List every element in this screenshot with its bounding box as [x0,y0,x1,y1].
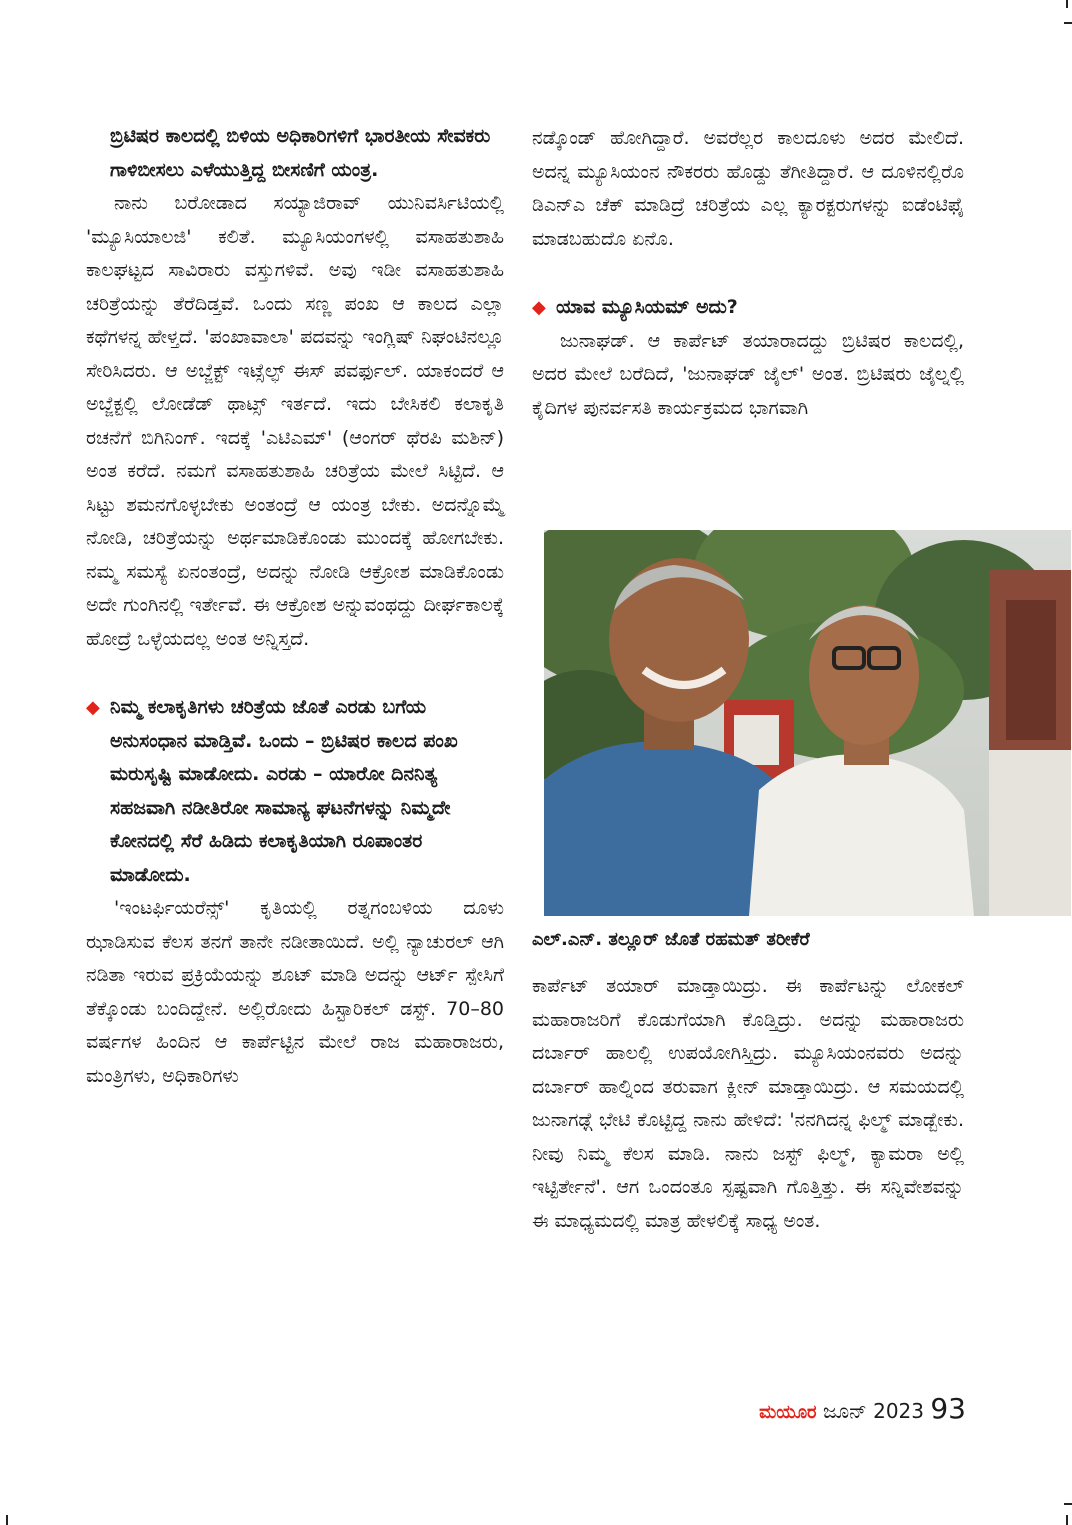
crop-mark [1064,1503,1072,1505]
left-column [86,120,504,1093]
photo-caption: ಎಲ್.ಎನ್. ತಲ್ಲೂರ್ ಜೊತೆ ರಹಮತ್ ತರೀಕೆರೆ [532,929,810,950]
interview-question [532,291,964,325]
photo-illustration [544,530,1071,916]
right-column-top [532,122,964,425]
body-paragraph: ಕಾರ್ಪೆಟ್ ತಯಾರ್ ಮಾಡ್ತಾಯಿದ್ರು. ಈ ಕಾರ್ಪೆಟನ್ನು ಲೋಕಲ್ ಮಹಾರಾಜರಿಗೆ ಕೊಡುಗೆಯಾಗಿ ಕೊಡ್ತಿದ್ರು. ಅದನ್ನು ಮಹಾರಾಜರು ದರ್ಬಾರ್ ಹಾಲಲ್ಲಿ ಉಪಯೋಗಿಸ್ತಿದ್ರು. ಮ್ಯೂಸಿಯಂನವರು ಅದನ್ನು ದರ್ಬಾರ್ ಹಾಲ್ನಿಂದ ತರುವಾಗ ಕ್ಲೀನ್ ಮಾಡ್ತಾಯಿದ್ರು. ಆ ಸಮಯದಲ್ಲಿ ಜುನಾಗಢ್ಗೆ ಭೇಟಿ ಕೊಟ್ಟಿದ್ದ ನಾನು ಹೇಳಿದೆ: 'ನನಗಿದನ್ನ ಫಿಲ್ಮ್ ಮಾಡ್ಬೇಕು. ನೀವು ನಿಮ್ಮ ಕೆಲಸ ಮಾಡಿ. ನಾನು ಜಸ್ಟ್ ಫಿಲ್ಮ್, ಕ್ಯಾಮರಾ ಅಲ್ಲಿ ಇಟ್ಟಿರ್ತೇನೆ'. ಆಗ ಒಂದಂತೂ ಸ್ಪಷ್ಟವಾಗಿ ಗೊತ್ತಿತ್ತು. ಈ ಸನ್ನಿವೇಶವನ್ನು ಈ ಮಾಧ್ಯಮದಲ್ಲಿ ಮಾತ್ರ ಹೇಳಲಿಕ್ಕೆ ಸಾಧ್ಯ ಅಂತ. [532,975,964,1232]
photo-portrait [544,530,1071,916]
body-paragraph: ನಡ್ಕೊಂಡ್ ಹೋಗಿದ್ದಾರೆ. ಅವರೆಲ್ಲರ ಕಾಲದೂಳು ಅದರ ಮೇಲಿದೆ. ಅದನ್ನ ಮ್ಯೂಸಿಯಂನ ನೌಕರರು ಹೊಡ್ದು ತೆಗೀತಿದ್ದಾರೆ. ಆ ದೂಳಿನಲ್ಲಿರೊ ಡಿಎನ್ಎ ಚೆಕ್ ಮಾಡಿದ್ರೆ ಚರಿತ್ರೆಯ ಎಲ್ಲ ಕ್ಯಾರಕ್ಟರುಗಳನ್ನು ಐಡೆಂಟಿಫೈ ಮಾಡಬಹುದೊ ಏನೊ. [532,127,964,250]
crop-mark [6,1515,8,1525]
question-text: ನಿಮ್ಮ ಕಲಾಕೃತಿಗಳು ಚರಿತ್ರೆಯ ಜೊತೆ ಎರಡು ಬಗೆಯ ಅನುಸಂಧಾನ ಮಾಡ್ತಿವೆ. ಒಂದು – ಬ್ರಿಟಿಷರ ಕಾಲದ ಪಂಖ ಮರುಸೃಷ್ಟಿ ಮಾಡೋದು. ಎರಡು – ಯಾರೋ ದಿನನಿತ್ಯ ಸಹಜವಾಗಿ ನಡೀತಿರೋ ಸಾಮಾನ್ಯ ಘಟನೆಗಳನ್ನು ನಿಮ್ಮದೇ ಕೋನದಲ್ಲಿ ಸೆರೆ ಹಿಡಿದು ಕಲಾಕೃತಿಯಾಗಿ ರೂಪಾಂತರ ಮಾಡೋದು. [110,696,458,886]
interview-question [86,691,504,892]
magazine-logo: ಮಯೂರ [759,1402,817,1423]
diamond-bullet-icon: ◆ [86,697,100,718]
crop-mark [1066,1515,1068,1525]
issue-date: ಜೂನ್ 2023 [822,1399,924,1423]
body-paragraph: ನಾನು ಬರೋಡಾದ ಸಯ್ಯಾಜಿರಾವ್ ಯುನಿವರ್ಸಿಟಿಯಲ್ಲಿ 'ಮ್ಯೂಸಿಯಾಲಜಿ' ಕಲಿತೆ. ಮ್ಯೂಸಿಯಂಗಳಲ್ಲಿ ವಸಾಹತುಶಾಹಿ ಕಾಲಘಟ್ಟದ ಸಾವಿರಾರು ವಸ್ತುಗಳಿವೆ. ಅವು ಇಡೀ ವಸಾಹತುಶಾಹಿ ಚರಿತ್ರೆಯನ್ನು ತೆರೆದಿಡ್ತವೆ. ಒಂದು ಸಣ್ಣ ಪಂಖ ಆ ಕಾಲದ ಎಲ್ಲಾ ಕಥೆಗಳನ್ನ ಹೇಳ್ತದೆ. 'ಪಂಖಾವಾಲಾ' ಪದವನ್ನು ಇಂಗ್ಲಿಷ್ ನಿಘಂಟಿನಲ್ಲೂ ಸೇರಿಸಿದರು. ಆ ಅಬ್ಜೆಕ್ಟ್ ಇಟ್ಸೆಲ್ಫ್ ಈಸ್ ಪವರ್ಫುಲ್. ಯಾಕಂದರೆ ಆ ಅಬ್ಜೆಕ್ಟಲ್ಲಿ ಲೋಡೆಡ್ ಥಾಟ್ಸ್ ಇರ್ತದೆ. ಇದು ಬೇಸಿಕಲಿ ಕಲಾಕೃತಿ ರಚನೆಗೆ ಬಿಗಿನಿಂಗ್. ಇದಕ್ಕೆ 'ಎಟಿಎಮ್' (ಆಂಗರ್ ಥೆರಪಿ ಮಶಿನ್) ಅಂತ ಕರೆದೆ. ನಮಗೆ ವಸಾಹತುಶಾಹಿ ಚರಿತ್ರೆಯ ಮೇಲೆ ಸಿಟ್ಟಿದೆ. ಆ ಸಿಟ್ಟು ಶಮನಗೊಳ್ಳಬೇಕು ಅಂತಂದ್ರೆ ಆ ಯಂತ್ರ ಬೇಕು. ಅದನ್ನೊಮ್ಮೆ ನೋಡಿ, ಚರಿತ್ರೆಯನ್ನು ಅರ್ಥಮಾಡಿಕೊಂಡು ಮುಂದಕ್ಕೆ ಹೋಗಬೇಕು. ನಮ್ಮ ಸಮಸ್ಯೆ ಏನಂತಂದ್ರೆ, ಅದನ್ನು ನೋಡಿ ಆಕ್ರೋಶ ಮಾಡಿಕೊಂಡು ಅದೇ ಗುಂಗಿನಲ್ಲಿ ಇರ್ತೇವೆ. ಈ ಆಕ್ರೋಶ ಅನ್ನುವಂಥದ್ದು ದೀರ್ಘಕಾಲಕ್ಕೆ ಹೋದ್ರೆ ಒಳ್ಳೆಯದಲ್ಲ ಅಂತ ಅನ್ನಿಸ್ತದೆ. [86,192,504,650]
page-footer [740,1392,966,1430]
pull-quote: ಬ್ರಿಟಿಷರ ಕಾಲದಲ್ಲಿ ಬಿಳಿಯ ಅಧಿಕಾರಿಗಳಿಗೆ ಭಾರತೀಯ ಸೇವಕರು ಗಾಳಿಬೀಸಲು ಎಳೆಯುತ್ತಿದ್ದ ಬೀಸಣಿಗೆ ಯಂತ್ರ. [110,125,491,181]
body-paragraph: 'ಇಂಟರ್ಫಿಯರೆನ್ಸ್' ಕೃತಿಯಲ್ಲಿ ರತ್ನಗಂಬಳಿಯ ದೂಳು ಝಾಡಿಸುವ ಕೆಲಸ ತನಗೆ ತಾನೇ ನಡೀತಾಯಿದೆ. ಅಲ್ಲಿ ನ್ಯಾಚುರಲ್ ಆಗಿ ನಡಿತಾ ಇರುವ ಪ್ರಕ್ರಿಯೆಯನ್ನು ಶೂಟ್ ಮಾಡಿ ಅದನ್ನು ಆರ್ಟ್ ಸ್ಪೇಸಿಗೆ ತೆಕ್ಕೊಂಡು ಬಂದಿದ್ದೇನೆ. ಅಲ್ಲಿರೋದು ಹಿಸ್ಟಾರಿಕಲ್ ಡಸ್ಟ್. 70–80 ವರ್ಷಗಳ ಹಿಂದಿನ ಆ ಕಾರ್ಪೆಟ್ಟಿನ ಮೇಲೆ ರಾಜ ಮಹಾರಾಜರು, ಮಂತ್ರಿಗಳು, ಅಧಿಕಾರಿಗಳು [86,897,504,1087]
right-column-bottom [532,970,964,1238]
crop-mark [1064,22,1072,24]
page-number: 93 [930,1392,966,1425]
diamond-bullet-icon: ◆ [532,297,546,318]
crop-mark [1066,0,1068,8]
body-paragraph: ಜುನಾಘಡ್. ಆ ಕಾರ್ಪೆಟ್ ತಯಾರಾದದ್ದು ಬ್ರಿಟಿಷರ ಕಾಲದಲ್ಲಿ, ಅದರ ಮೇಲೆ ಬರೆದಿದೆ, 'ಜುನಾಘಡ್ ಜೈಲ್' ಅಂತ. ಬ್ರಿಟಿಷರು ಜೈಲ್ನಲ್ಲಿ ಕೈದಿಗಳ ಪುನರ್ವಸತಿ ಕಾರ್ಯಕ್ರಮದ ಭಾಗವಾಗಿ [532,329,964,419]
question-text: ಯಾವ ಮ್ಯೂಸಿಯಮ್ ಅದು? [556,296,738,318]
